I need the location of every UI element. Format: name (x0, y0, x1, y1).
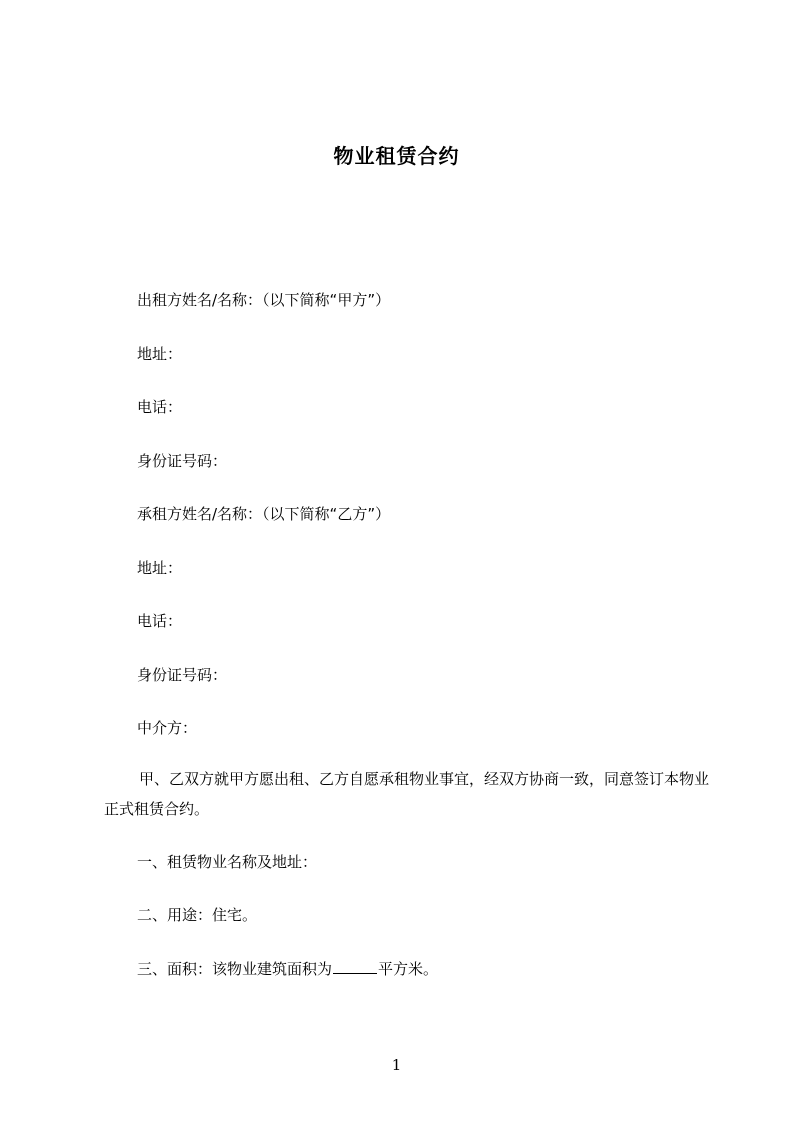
clause-3-suffix: 平方米。 (378, 960, 439, 978)
clause-3 (137, 958, 438, 980)
lessee-id-line: 身份证号码： (137, 666, 228, 684)
intro-paragraph: 甲、乙双方就甲方愿出租、乙方自愿承租物业事宜，经双方协商一致，同意签订本物业正式租赁合约。 (104, 770, 710, 818)
lessee-phone-line: 电话： (137, 612, 183, 630)
lessor-address-line: 地址： (137, 345, 183, 363)
lessor-id-line: 身份证号码： (137, 452, 228, 470)
page-number: 1 (391, 1056, 402, 1074)
clause-1: 一、租赁物业名称及地址： (137, 853, 318, 871)
agent-line: 中介方： (137, 719, 198, 737)
clause-3-prefix: 三、面积：该物业建筑面积为 (137, 960, 333, 978)
lessor-name-line: 出租方姓名/名称：（以下简称“甲方”） (137, 291, 391, 309)
lessee-address-line: 地址： (137, 559, 183, 577)
clause-2: 二、用途：住宅。 (137, 906, 258, 924)
lessee-name-line: 承租方姓名/名称：（以下简称“乙方”） (137, 505, 391, 523)
document-title: 物业租赁合约 (333, 144, 460, 168)
area-blank (333, 959, 377, 974)
lessor-phone-line: 电话： (137, 398, 183, 416)
